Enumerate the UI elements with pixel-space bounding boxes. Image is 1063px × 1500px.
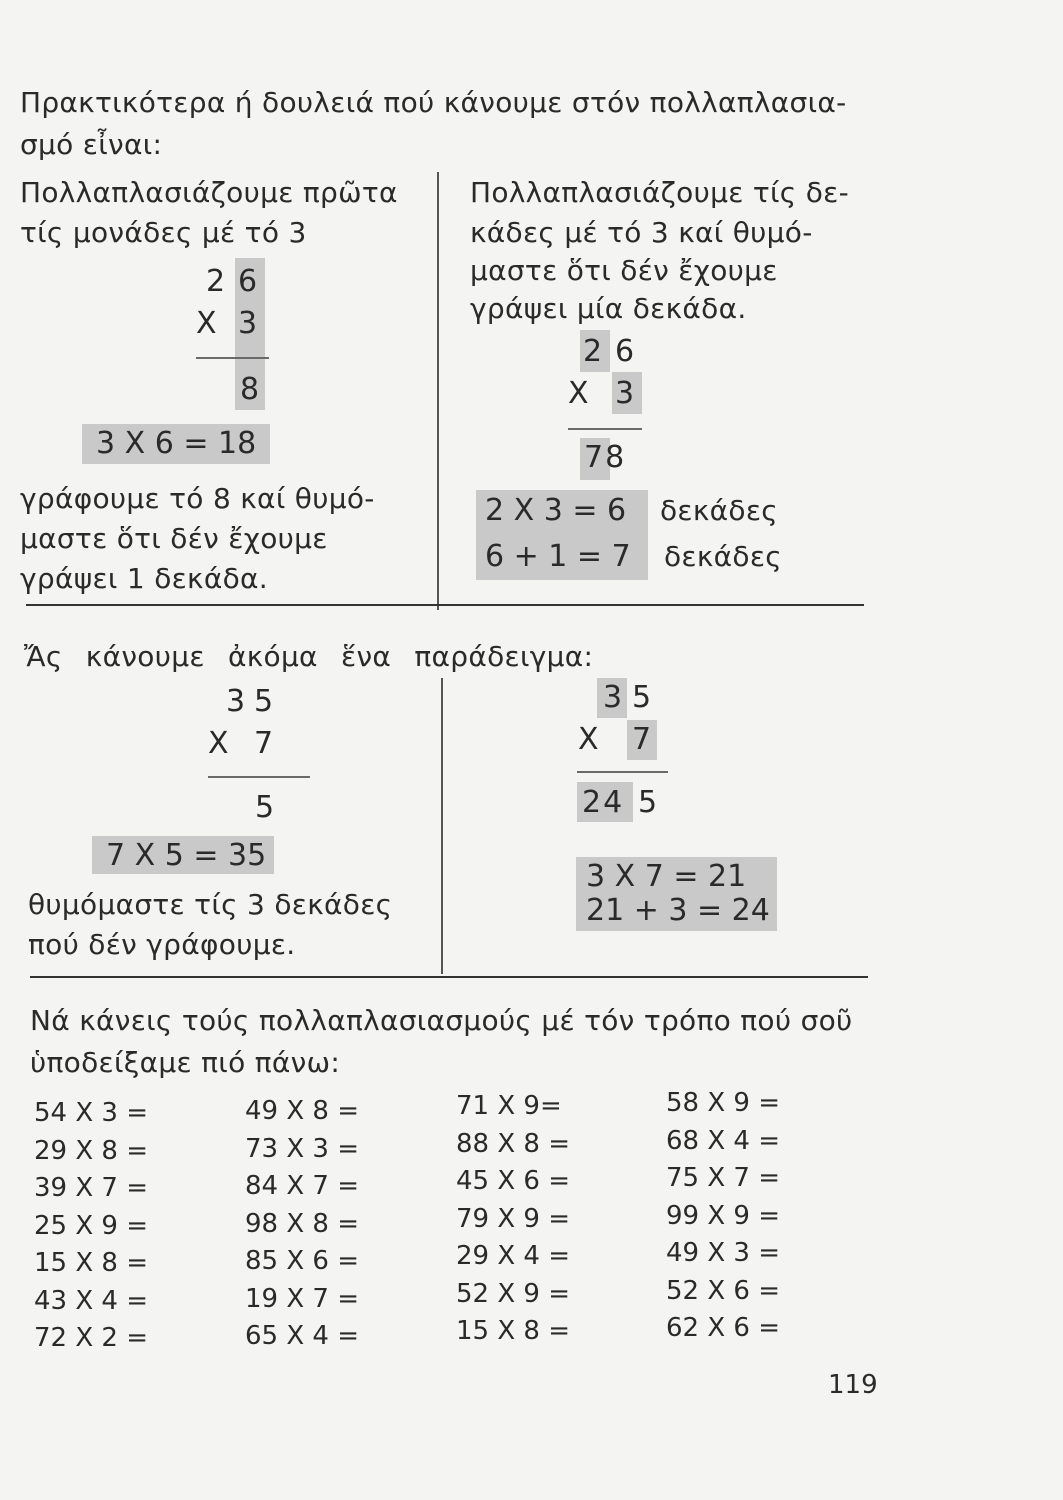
exercise-intro-line-2: ὑποδείξαμε πιό πάνω:: [30, 1046, 341, 1079]
intro-line-2: σμό εἶναι:: [20, 128, 163, 161]
step1-after-line-1: γράφουμε τό 8 καί θυμό-: [20, 482, 375, 515]
example-heading: Ἄς κάνουμε ἀκόμα ἕνα παράδειγμα:: [24, 640, 594, 673]
exl-multiplier: 7: [254, 726, 274, 761]
step2-result-line: [568, 428, 642, 430]
section-rule-1: [26, 604, 864, 606]
exercise-item: 79 X 9 =: [456, 1203, 571, 1234]
step1-multiplier: 3: [238, 306, 258, 341]
step1-text-line-1: Πολλαπλασιάζουμε πρῶτα: [20, 176, 398, 209]
exercise-item: 29 X 8 =: [34, 1135, 149, 1166]
page-number: 119: [828, 1370, 878, 1400]
step2-multiplier: 3: [615, 376, 635, 411]
step2-note-1-unit: δεκάδες: [660, 494, 779, 527]
step1-result: 8: [240, 372, 260, 407]
upper-column-divider: [437, 172, 439, 610]
exr-note-2: 21 + 3 = 24: [586, 893, 770, 928]
step1-result-line: [196, 357, 269, 359]
step2-result: 78: [584, 440, 627, 475]
exercise-item: 84 X 7 =: [245, 1171, 360, 1201]
exercise-item: 43 X 4 =: [34, 1285, 149, 1316]
exl-note: 7 X 5 = 35: [92, 836, 274, 874]
exercise-item: 52 X 9 =: [456, 1278, 571, 1309]
exercise-item: 54 X 3 =: [34, 1098, 149, 1128]
step1-text-line-2: τίς μονάδες μέ τό 3: [20, 216, 307, 249]
exl-times-sign: X: [208, 726, 229, 761]
exercise-item: 75 X 7 =: [666, 1163, 781, 1193]
step2-text-line-3: μαστε ὅτι δέν ἔχουμε: [470, 254, 778, 287]
exercise-item: 45 X 6 =: [456, 1166, 571, 1196]
exercise-column-4: [666, 1085, 780, 1348]
section-rule-2: [30, 976, 868, 978]
exercise-item: 71 X 9=: [456, 1091, 562, 1121]
exl-top-units: 5: [254, 684, 274, 719]
exercise-item: 25 X 9 =: [34, 1210, 149, 1241]
exercise-item: 65 X 4 =: [245, 1321, 360, 1351]
exercise-item: 15 X 8 =: [456, 1316, 571, 1346]
exr-result-shaded: 24: [582, 785, 625, 820]
exercise-item: 29 X 4 =: [456, 1241, 571, 1271]
exercise-item: 85 X 6 =: [245, 1246, 360, 1276]
exercise-item: 72 X 2 =: [34, 1323, 149, 1353]
exl-after-line-2: πού δέν γράφουμε.: [28, 928, 296, 961]
exr-top-tens: 3: [603, 680, 623, 715]
exr-times-sign: X: [578, 722, 599, 757]
step1-note: 3 X 6 = 18: [82, 424, 270, 464]
exr-result-units: 5: [638, 785, 658, 820]
exr-multiplier: 7: [632, 722, 652, 757]
step2-text-line-4: γράψει μία δεκάδα.: [470, 292, 747, 325]
step2-top-tens: 2: [583, 334, 603, 369]
exercise-item: 58 X 9 =: [666, 1088, 781, 1118]
step2-times-sign: X: [568, 376, 589, 411]
exercise-item: 52 X 6 =: [666, 1275, 781, 1306]
exr-note-1: 3 X 7 = 21: [586, 859, 747, 894]
exercise-item: 88 X 8 =: [456, 1128, 571, 1159]
exercise-item: 49 X 3 =: [666, 1238, 781, 1268]
lower-column-divider: [441, 678, 443, 974]
exercise-item: 19 X 7 =: [245, 1283, 360, 1314]
exercise-item: 15 X 8 =: [34, 1248, 149, 1278]
step2-note-1: 2 X 3 = 6: [485, 493, 627, 528]
exercise-item: 73 X 3 =: [245, 1133, 360, 1164]
exercise-item: 62 X 6 =: [666, 1313, 781, 1343]
step2-text-line-1: Πολλαπλασιάζουμε τίς δε-: [470, 176, 849, 209]
step1-after-line-3: γράψει 1 δεκάδα.: [20, 562, 269, 595]
exercise-column-2: [245, 1093, 359, 1356]
exl-top-tens: 3: [226, 684, 246, 719]
exercise-intro-line-1: Νά κάνεις τούς πολλαπλασιασμούς μέ τόν τρόπο πού σοῦ: [30, 1004, 853, 1037]
exercise-item: 98 X 8 =: [245, 1208, 360, 1239]
exercise-item: 39 X 7 =: [34, 1173, 149, 1203]
exl-result-line: [208, 776, 310, 778]
step1-top-tens: 2: [206, 264, 226, 299]
step1-times-sign: X: [196, 306, 217, 341]
step2-top-units: 6: [615, 334, 635, 369]
exercise-column-1: [34, 1095, 148, 1358]
exercise-item: 68 X 4 =: [666, 1125, 781, 1156]
step2-note-2: 6 + 1 = 7: [485, 539, 631, 574]
step2-text-line-2: κάδες μέ τό 3 καί θυμό-: [470, 216, 813, 249]
exercise-item: 49 X 8 =: [245, 1096, 360, 1126]
intro-line-1: Πρακτικότερα ή δουλειά πού κάνουμε στόν πολλαπλασια-: [20, 86, 847, 119]
step1-top-units: 6: [238, 264, 258, 299]
step2-note-2-unit: δεκάδες: [664, 540, 783, 573]
exercise-column-3: [456, 1088, 570, 1351]
exr-result-line: [577, 771, 668, 773]
exl-after-line-1: θυμόμαστε τίς 3 δεκάδες: [28, 888, 393, 921]
exr-top-units: 5: [632, 680, 652, 715]
exl-result: 5: [255, 790, 275, 825]
step1-after-line-2: μαστε ὅτι δέν ἔχουμε: [20, 522, 328, 555]
exercise-item: 99 X 9 =: [666, 1200, 781, 1231]
